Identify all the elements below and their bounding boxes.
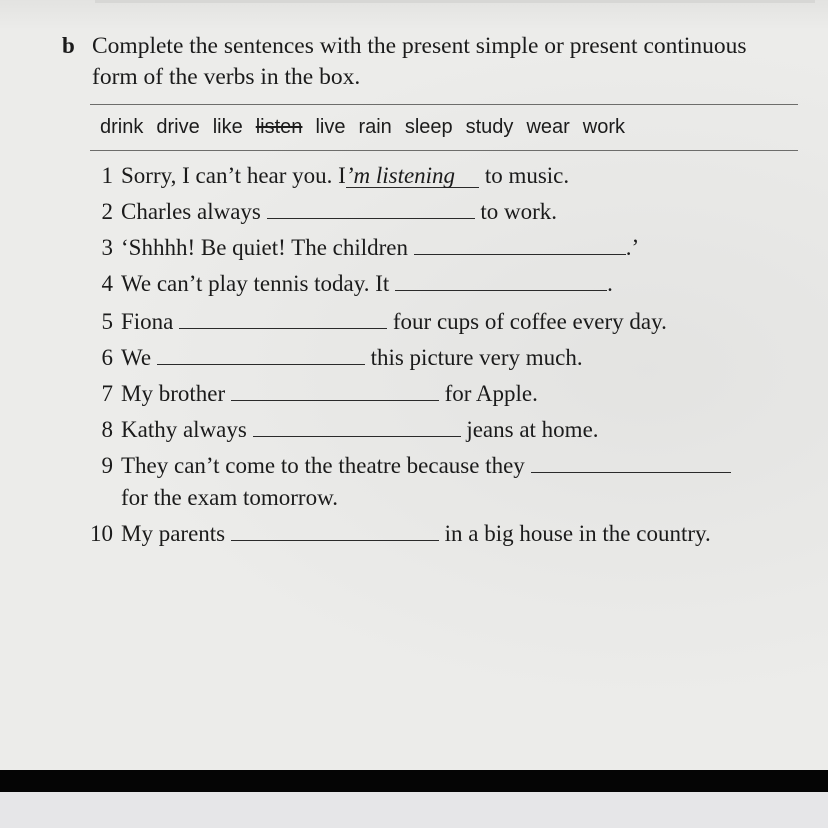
sentence-continuation: for the exam tomorrow. (121, 485, 338, 510)
word-box-item: rain (358, 116, 392, 138)
sentence-text (121, 342, 583, 374)
word-box-top-rule (90, 104, 798, 105)
exercise-instruction: Complete the sentences with the present simple or present continuous form of the verbs in the box. (92, 33, 747, 90)
sentence-number: 5 (101, 309, 113, 334)
word-box-bottom-rule (90, 150, 798, 151)
exercise-letter: b (62, 33, 75, 58)
sentence-number: 1 (101, 163, 113, 188)
sentence-text (121, 268, 613, 300)
sentence-number: 9 (101, 453, 113, 478)
sentence-text (121, 160, 569, 192)
answer-blank[interactable] (231, 380, 439, 401)
word-box-item: live (315, 116, 346, 138)
top-divider (95, 0, 815, 3)
word-box-item: drink (100, 116, 144, 138)
sentence-number: 8 (101, 417, 113, 442)
word-box-item: work (582, 116, 626, 138)
sentence-number: 10 (90, 521, 113, 546)
sentence-text (121, 306, 667, 338)
sentence-text (121, 518, 711, 550)
sentence-after: in a big house in the country. (438, 521, 711, 546)
answer-blank[interactable] (414, 234, 626, 255)
sentence-before: Kathy always (121, 417, 253, 442)
sentence-before: We can’t play tennis today. It (121, 271, 396, 296)
word-box (100, 116, 800, 139)
screen-bottom-bar (0, 770, 828, 792)
sentence-before: My parents (121, 521, 231, 546)
sentence-before: Charles always (121, 199, 267, 224)
sentence-after: this picture very much. (364, 345, 583, 370)
sentence-text (121, 196, 557, 228)
sentence-text (121, 378, 538, 410)
sentence-number: 7 (101, 381, 113, 406)
answer-blank[interactable] (253, 416, 461, 437)
sentence-before: ‘Shhhh! Be quiet! The children (121, 235, 414, 260)
sentence-after: .’ (625, 235, 640, 260)
sentence-number: 2 (101, 199, 113, 224)
sentence-before: Sorry, I can’t hear you. I (121, 163, 346, 188)
sentence-after: jeans at home. (460, 417, 599, 442)
word-box-item: like (212, 116, 243, 138)
sentence-before: We (121, 345, 157, 370)
sentence-text (121, 450, 731, 482)
sentence-before: Fiona (121, 309, 180, 334)
sentence-number: 4 (101, 271, 113, 296)
sentence-after: four cups of coffee every day. (387, 309, 667, 334)
sentence-after: for Apple. (438, 381, 538, 406)
word-box-item: drive (156, 116, 200, 138)
answer-blank[interactable] (267, 198, 475, 219)
sentence-number: 6 (101, 345, 113, 370)
sentence-text (121, 232, 639, 264)
answer-blank[interactable] (157, 344, 365, 365)
sentence-after: . (607, 271, 613, 296)
sentence-number: 3 (101, 235, 113, 260)
word-box-item: wear (526, 116, 570, 138)
word-box-item: study (465, 116, 514, 138)
sentence-before: They can’t come to the theatre because they (121, 453, 531, 478)
answer-blank[interactable] (231, 520, 439, 541)
screen-bottom-strip (0, 792, 828, 828)
word-box-item: sleep (404, 116, 453, 138)
answer-blank[interactable] (531, 452, 731, 473)
sentence-text (121, 414, 599, 446)
example-answer: ’m listening (346, 165, 479, 188)
sentence-after: to work. (474, 199, 558, 224)
sentence-before: My brother (121, 381, 231, 406)
answer-blank[interactable] (395, 270, 607, 291)
sentence-after: to music. (479, 163, 570, 188)
word-box-item-struck: listen (255, 116, 303, 138)
answer-blank[interactable] (179, 308, 387, 329)
